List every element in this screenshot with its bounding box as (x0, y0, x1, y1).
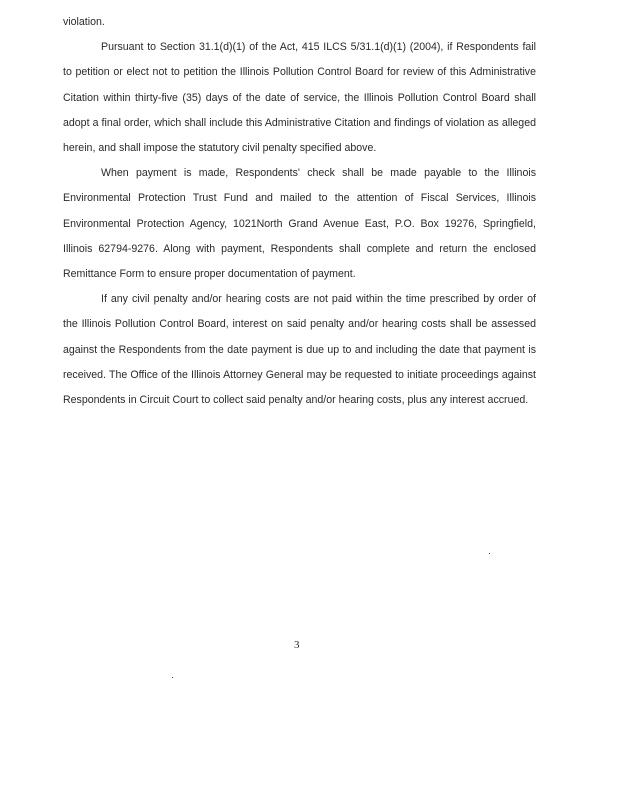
scan-speck (172, 677, 173, 678)
page-number: 3 (294, 639, 300, 651)
paragraph-payment: When payment is made, Respondents' check shall be made payable to the Illinois Environmental Protection Trust Fund and mailed to the attention of Fiscal Services, Illinois Environmental Protection Agency, 1021North Grand Avenue East, P.O. Box 19276, Springfield, Illinois 62794-9276. Along with payment, Respondents shall complete and return the enclosed Remittance Form to ensure proper documentation of payment. (63, 167, 536, 281)
scan-speck (489, 553, 490, 554)
paragraph-petition: Pursuant to Section 31.1(d)(1) of the Act, 415 ILCS 5/31.1(d)(1) (2004), if Respondents fail to petition or elect not to petition the Illinois Pollution Control Board for review of this Administrative Citation within thirty-five (35) days of the date of service, the Illinois Pollution Control Board shall adopt a final order, which shall include this Administrative Citation and findings of violation as alleged herein, and shall impose the statutory civil penalty specified above. (63, 41, 536, 155)
paragraph-interest: If any civil penalty and/or hearing costs are not paid within the time prescribed by order of the Illinois Pollution Control Board, interest on said penalty and/or hearing costs shall be assessed against the Respondents from the date payment is due up to and including the date that payment is received. The Office of the Illinois Attorney General may be requested to initiate proceedings against Respondents in Circuit Court to collect said penalty and/or hearing costs, plus any interest accrued. (63, 293, 536, 407)
body-text (63, 10, 536, 413)
lead-in-text: violation. (63, 16, 105, 28)
